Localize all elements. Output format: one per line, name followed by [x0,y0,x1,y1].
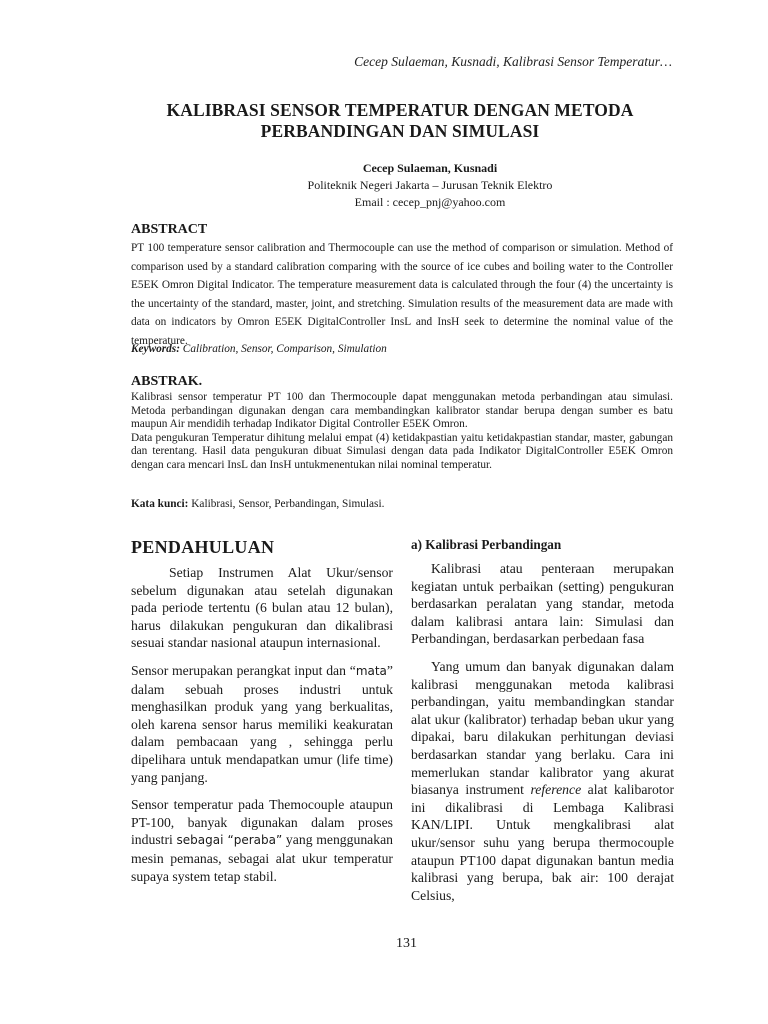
running-head: Cecep Sulaeman, Kusnadi, Kalibrasi Sensor Temperatur… [354,54,672,69]
para2-part-a: Sensor merupakan perangkat input dan “ [131,662,356,678]
intro-paragraph-1: Setiap Instrumen Alat Ukur/sensor sebelum digunakan atau setelah digunakan pada periode tertentu (6 bulan atau 12 bulan), harus dilakukan pengukuran dan dikalibrasi sesuai standar nasional ataupun internasional. [131,565,393,651]
keywords-label: Keywords: [131,343,180,355]
intro-paragraph-3 [131,796,393,885]
author-email: Email : cecep_pnj@yahoo.com [354,195,506,209]
cal-para2-part-a: Yang umum dan banyak digunakan dalam kalibrasi menggunakan metoda kalibrasi perbandingan, yaitu membandingkan standar alat ukur (kalibrator) terhadap beban ukur yang dipakai, baru dilakukan perhitungan deviasi berdasarkan standar yang berlaku. Cara ini memerlukan standar kalibrator yang akurat biasanya instrument [411,658,674,798]
author-affiliation: Politeknik Negeri Jakarta – Jurusan Teknik Elektro [307,178,553,192]
cal-para2-part-b: alat kalibarotor ini dikalibrasi di Lembaga Kalibrasi KAN/LIPI. Untuk mengkalibrasi alat ukur/sensor suhu yang berupa thermocouple ataupun PT100 dapat digunakan bantun media kalibrasi yang berupa, bak air: 100 derajat Celsius, [411,782,675,903]
kata-kunci-label: Kata kunci: [131,498,189,510]
abstract-heading: ABSTRACT [131,222,208,237]
intro-paragraph-2 [131,662,393,786]
title-line-2: PERBANDINGAN DAN SIMULASI [260,121,540,141]
subsection-heading-kalibrasi-perbandingan: a) Kalibrasi Perbandingan [411,537,562,552]
cal-para2-reference: reference [530,782,582,798]
left-column [131,536,393,895]
keywords-english [131,343,673,355]
section-heading-pendahuluan: PENDAHULUAN [131,537,275,557]
abstrak-heading: ABSTRAK. [131,374,203,389]
para3-part-a: Sensor temperatur pada Themocouple ataupun PT-100, banyak digunakan dalam proses industri [131,797,393,848]
abstrak-paragraph-2: Data pengukuran Temperatur dihitung melalui empat (4) ketidakpastian yaitu ketidakpastian standar, master, gabungan dan terentang. Hasil data pengukuran dibuat Simulasi dengan data pada Indikator DigitalController E5EK Omron dengan cara mencari InsL dan InsH untukmenentukan nilai nominal temperatur. [131,431,673,471]
abstract-body: PT 100 temperature sensor calibration and Thermocouple can use the method of comparison or simulation. Method of comparison used by a standard calibration comparing with the source of ice cubes and boiling water to the Controller E5EK Omron Digital Indicator. The temperature measurement data is calculated through the four (4) the uncertainty is the uncertainty of the standard, master, joint, and stretching. Simulation results of the measurement data are made with data on indicators by Omron E5EK DigitalController InsL and InsH seek to determine the nominal value of the temperature. [131,242,673,347]
author-names: Cecep Sulaeman, Kusnadi [362,161,498,175]
title-line-1: KALIBRASI SENSOR TEMPERATUR DENGAN METODA [166,100,634,120]
calibration-paragraph-2 [411,658,674,904]
keywords-list: Calibration, Sensor, Comparison, Simulation [182,343,387,355]
page-number: 131 [396,936,417,951]
paper-title [130,100,670,142]
para2-part-b: ” dalam sebuah proses industri untuk menghasilkan produk yang yang berkualitas, oleh karena sensor harus memiliki keakuratan dalam pembacaan yang , sehingga perlu dipelihara untuk mendapatkan umur (life time) yang panjang. [131,662,393,785]
abstrak-body [131,391,673,472]
calibration-paragraph-1: Kalibrasi atau penteraan merupakan kegiatan untuk perbaikan (setting) pengukuran berdasarkan peralatan yang standar, metoda dalam kalibrasi antara lain: Simulasi dan Perbandingan, berdasarkan perbedaan fasa [411,561,674,647]
keywords-indonesian [131,498,673,510]
para3-part-b: yang menggunakan mesin pemanas, sebagai alat ukur temperatur supaya system tetap stabil. [131,832,394,884]
right-column [411,536,674,914]
author-block [150,160,710,211]
kata-kunci-list: Kalibrasi, Sensor, Perbandingan, Simulasi. [191,498,385,510]
para2-mata: mata [355,663,387,678]
para3-sebagai-peraba: sebagai “peraba” [176,833,283,848]
abstrak-paragraph-1: Kalibrasi sensor temperatur PT 100 dan Thermocouple dapat menggunakan metoda perbandingan atau simulasi. Metoda perbandingan digunakan dengan cara membandingkan kalibrator standar berupa dengan sumber es batu maupun Air mendidih terhadap Indikator Digital Controller E5EK Omron. [131,391,673,430]
